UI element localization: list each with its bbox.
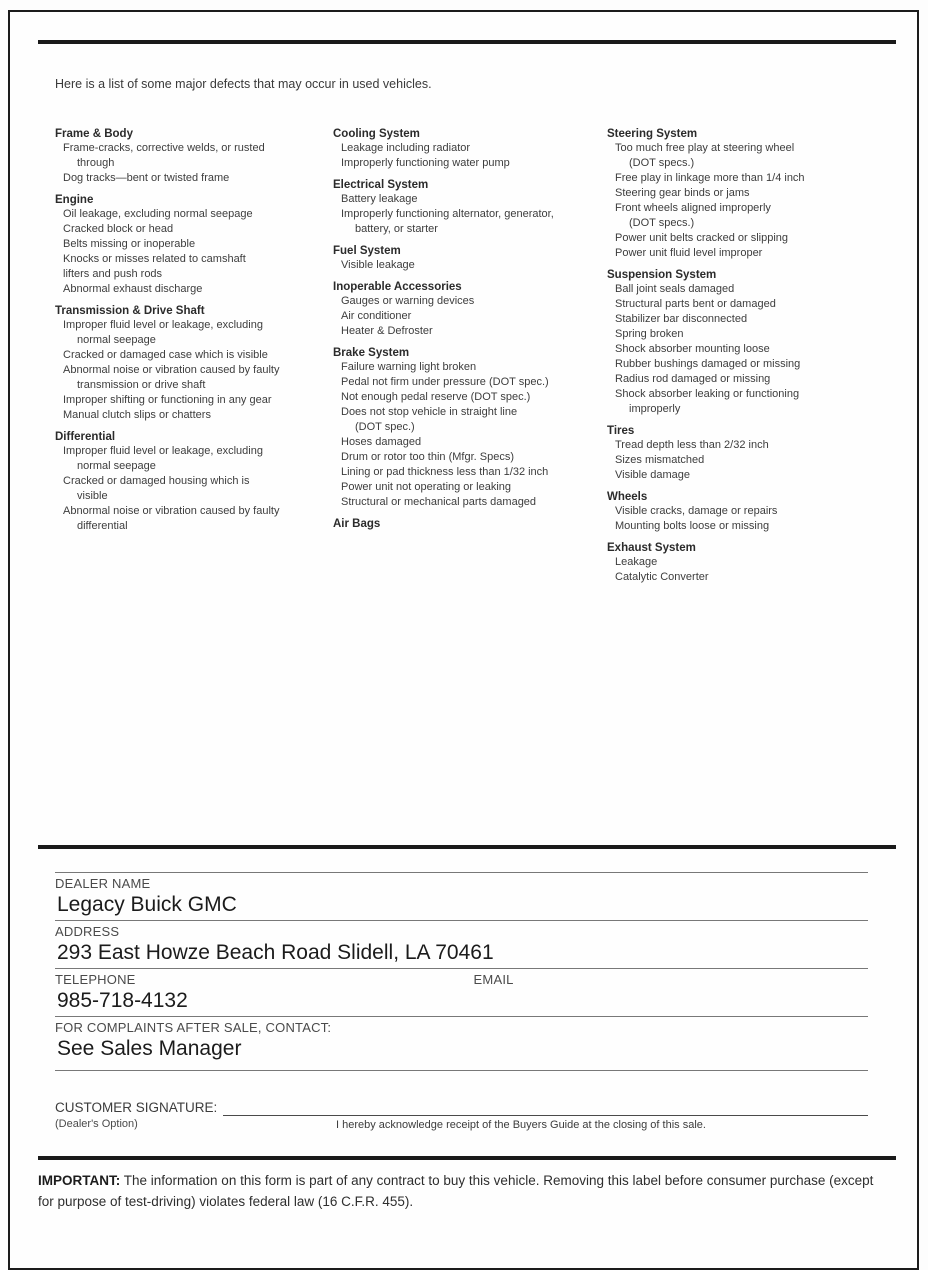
defect-item: Manual clutch slips or chatters (63, 409, 211, 421)
defect-item: Lining or pad thickness less than 1/32 inch (341, 466, 549, 478)
defect-item: Sizes mismatched (615, 454, 705, 466)
section-heading: Frame & Body (55, 128, 133, 140)
defect-item: Front wheels aligned improperly (DOT specs.) (615, 202, 771, 229)
defect-item: Radius rod damaged or missing (615, 373, 771, 385)
defect-item: Spring broken (615, 328, 684, 340)
defect-item: Catalytic Converter (615, 571, 709, 583)
defect-item: Leakage including radiator (341, 142, 471, 154)
defect-item: Cracked block or head (63, 223, 174, 235)
buyers-guide-back-page (8, 10, 919, 1270)
defect-column-3 (607, 120, 902, 585)
defect-item: Improperly functioning alternator, generator, battery, or starter (341, 208, 554, 235)
section-heading: Wheels (607, 491, 648, 503)
defect-item: Not enough pedal reserve (DOT spec.) (341, 391, 531, 403)
intro-text: Here is a list of some major defects that may occur in used vehicles. (55, 77, 432, 91)
section-heading: Inoperable Accessories (333, 281, 462, 293)
section-heading: Brake System (333, 347, 410, 359)
defect-item: Improper shifting or functioning in any gear (63, 394, 272, 406)
defect-item: Abnormal noise or vibration caused by faulty transmission or drive shaft (63, 364, 280, 391)
important-text: The information on this form is part of any contract to buy this vehicle. Removing this label before consumer purchase (except for purpose of test-driving) violates federal law (16 C.F.R. 455). (38, 1173, 874, 1209)
defect-item: Structural or mechanical parts damaged (341, 496, 537, 508)
defect-column-1 (55, 120, 335, 534)
dealer-name-label: DEALER NAME (55, 876, 151, 891)
defect-item: Visible leakage (341, 259, 415, 271)
middle-divider (38, 845, 896, 849)
defect-item: Free play in linkage more than 1/4 inch (615, 172, 805, 184)
top-divider (38, 40, 896, 44)
defect-item: Power unit belts cracked or slipping (615, 232, 789, 244)
email-label: EMAIL (473, 972, 514, 987)
section-heading: Cooling System (333, 128, 420, 140)
defect-item: Battery leakage (341, 193, 418, 205)
defect-item: lifters and push rods (63, 268, 163, 280)
defect-item: Heater & Defroster (341, 325, 433, 337)
defect-item: Oil leakage, excluding normal seepage (63, 208, 253, 220)
section-heading: Differential (55, 431, 116, 443)
telephone-label: TELEPHONE (55, 972, 136, 987)
defect-item: Cracked or damaged housing which is visible (63, 475, 250, 502)
defect-item: Structural parts bent or damaged (615, 298, 776, 310)
telephone-value: 985-718-4132 (57, 989, 188, 1012)
defect-item: Hoses damaged (341, 436, 422, 448)
defect-item: Pedal not firm under pressure (DOT spec.) (341, 376, 549, 388)
complaints-value: See Sales Manager (57, 1037, 242, 1060)
dealer-name-row (55, 872, 868, 918)
section-heading: Steering System (607, 128, 698, 140)
defect-item: Steering gear binds or jams (615, 187, 750, 199)
defect-item: Does not stop vehicle in straight line (DOT spec.) (341, 406, 518, 433)
bottom-divider (38, 1156, 896, 1160)
section-heading: Suspension System (607, 269, 717, 281)
defect-item: Cracked or damaged case which is visible (63, 349, 268, 361)
section-heading: Engine (55, 194, 94, 206)
defect-item: Power unit not operating or leaking (341, 481, 511, 493)
defect-item: Drum or rotor too thin (Mfgr. Specs) (341, 451, 514, 463)
defect-item: Tread depth less than 2/32 inch (615, 439, 769, 451)
defect-item: Failure warning light broken (341, 361, 477, 373)
section-heading: Air Bags (333, 518, 381, 530)
defect-item: Too much free play at steering wheel (DOT specs.) (615, 142, 795, 169)
defect-column-2 (333, 120, 609, 531)
defect-item: Improper fluid level or leakage, excluding normal seepage (63, 445, 263, 472)
defect-item: Improper fluid level or leakage, excluding normal seepage (63, 319, 263, 346)
defect-item: Improperly functioning water pump (341, 157, 510, 169)
dealer-form (55, 872, 868, 1071)
dealer-name-value: Legacy Buick GMC (57, 893, 237, 916)
defect-item: Visible damage (615, 469, 691, 481)
section-heading: Tires (607, 425, 635, 437)
defect-item: Belts missing or inoperable (63, 238, 196, 250)
defect-item: Mounting bolts loose or missing (615, 520, 770, 532)
section-heading: Exhaust System (607, 542, 696, 554)
defect-item: Leakage (615, 556, 658, 568)
defect-item: Shock absorber leaking or functioning improperly (615, 388, 800, 415)
important-notice (38, 1170, 887, 1212)
signature-block (55, 1099, 868, 1134)
acknowledgment-text: I hereby acknowledge receipt of the Buyers Guide at the closing of this sale. (336, 1119, 706, 1131)
defect-item: Ball joint seals damaged (615, 283, 735, 295)
defect-item: Air conditioner (341, 310, 412, 322)
defect-item: Rubber bushings damaged or missing (615, 358, 801, 370)
defect-list (10, 120, 917, 845)
defect-item: Frame-cracks, corrective welds, or rusted through (63, 142, 265, 169)
important-label: IMPORTANT: (38, 1173, 121, 1188)
section-heading: Transmission & Drive Shaft (55, 305, 205, 317)
customer-signature-label: CUSTOMER SIGNATURE: (55, 1100, 218, 1115)
section-heading: Fuel System (333, 245, 401, 257)
defect-item: Abnormal noise or vibration caused by faulty differential (63, 505, 280, 532)
customer-signature-line[interactable] (223, 1102, 868, 1116)
complaints-label: FOR COMPLAINTS AFTER SALE, CONTACT: (55, 1020, 332, 1035)
dealers-option-note: (Dealer's Option) (55, 1118, 138, 1130)
telephone-email-row (55, 968, 868, 1014)
address-value: 293 East Howze Beach Road Slidell, LA 70461 (57, 941, 494, 964)
defect-item: Knocks or misses related to camshaft (63, 253, 246, 265)
address-row (55, 920, 868, 966)
defect-item: Shock absorber mounting loose (615, 343, 770, 355)
defect-item: Power unit fluid level improper (615, 247, 763, 259)
defect-item: Gauges or warning devices (341, 295, 475, 307)
complaints-row (55, 1016, 868, 1071)
defect-item: Stabilizer bar disconnected (615, 313, 748, 325)
defect-item: Dog tracks—bent or twisted frame (63, 172, 230, 184)
defect-item: Abnormal exhaust discharge (63, 283, 203, 295)
defect-item: Visible cracks, damage or repairs (615, 505, 778, 517)
section-heading: Electrical System (333, 179, 429, 191)
address-label: ADDRESS (55, 924, 120, 939)
